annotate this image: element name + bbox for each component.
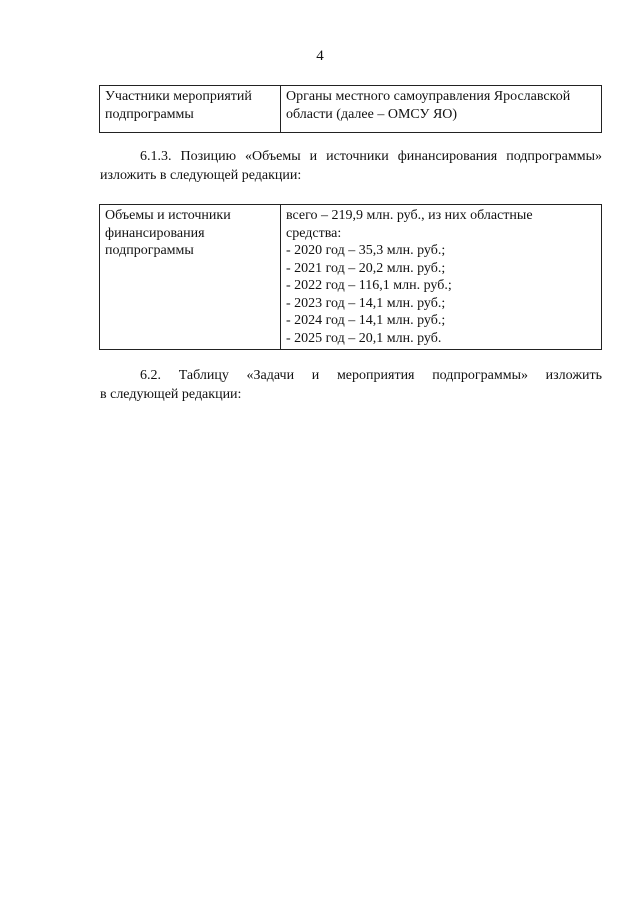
funding-value-cell bbox=[281, 205, 602, 350]
paragraph-line: 6.1.3. Позицию «Объемы и источники финансирования подпрограммы» bbox=[140, 149, 602, 164]
funding-label-line: подпрограммы bbox=[105, 243, 194, 258]
participants-label-cell bbox=[100, 86, 281, 133]
funding-table bbox=[99, 204, 602, 350]
participants-label-line: Участники мероприятий bbox=[105, 89, 252, 104]
funding-value-line: - 2020 год – 35,3 млн. руб.; bbox=[286, 243, 446, 258]
funding-label-line: финансирования bbox=[105, 225, 205, 241]
funding-value-line: - 2024 год – 14,1 млн. руб.; bbox=[286, 313, 446, 328]
funding-value-line: - 2022 год – 116,1 млн. руб.; bbox=[286, 278, 452, 293]
participants-value-line: области (далее – ОМСУ ЯО) bbox=[286, 106, 458, 122]
paragraph-line: изложить в следующей редакции: bbox=[100, 167, 302, 183]
funding-value-line: - 2021 год – 20,2 млн. руб.; bbox=[286, 260, 446, 276]
paragraph-table-instruction bbox=[100, 367, 602, 404]
funding-label-cell bbox=[100, 205, 281, 350]
table-row bbox=[100, 205, 602, 350]
participants-value-cell bbox=[281, 86, 602, 133]
participants-value-line: Органы местного самоуправления Ярославской bbox=[286, 89, 571, 104]
funding-value-line: - 2023 год – 14,1 млн. руб.; bbox=[286, 295, 446, 311]
funding-value-line: средства: bbox=[286, 225, 342, 241]
funding-value-line: - 2025 год – 20,1 млн. руб. bbox=[286, 330, 442, 346]
participants-table bbox=[99, 85, 602, 133]
page-number: 4 bbox=[316, 48, 324, 64]
table-row bbox=[100, 86, 602, 133]
participants-label-line: подпрограммы bbox=[105, 106, 194, 122]
paragraph-funding-instruction bbox=[100, 148, 602, 185]
paragraph-line: в следующей редакции: bbox=[100, 386, 242, 402]
funding-label-line: Объемы и источники bbox=[105, 208, 231, 223]
funding-value-line: всего – 219,9 млн. руб., из них областные bbox=[286, 208, 533, 223]
paragraph-line: 6.2. Таблицу «Задачи и мероприятия подпрограммы» изложить bbox=[140, 368, 602, 383]
